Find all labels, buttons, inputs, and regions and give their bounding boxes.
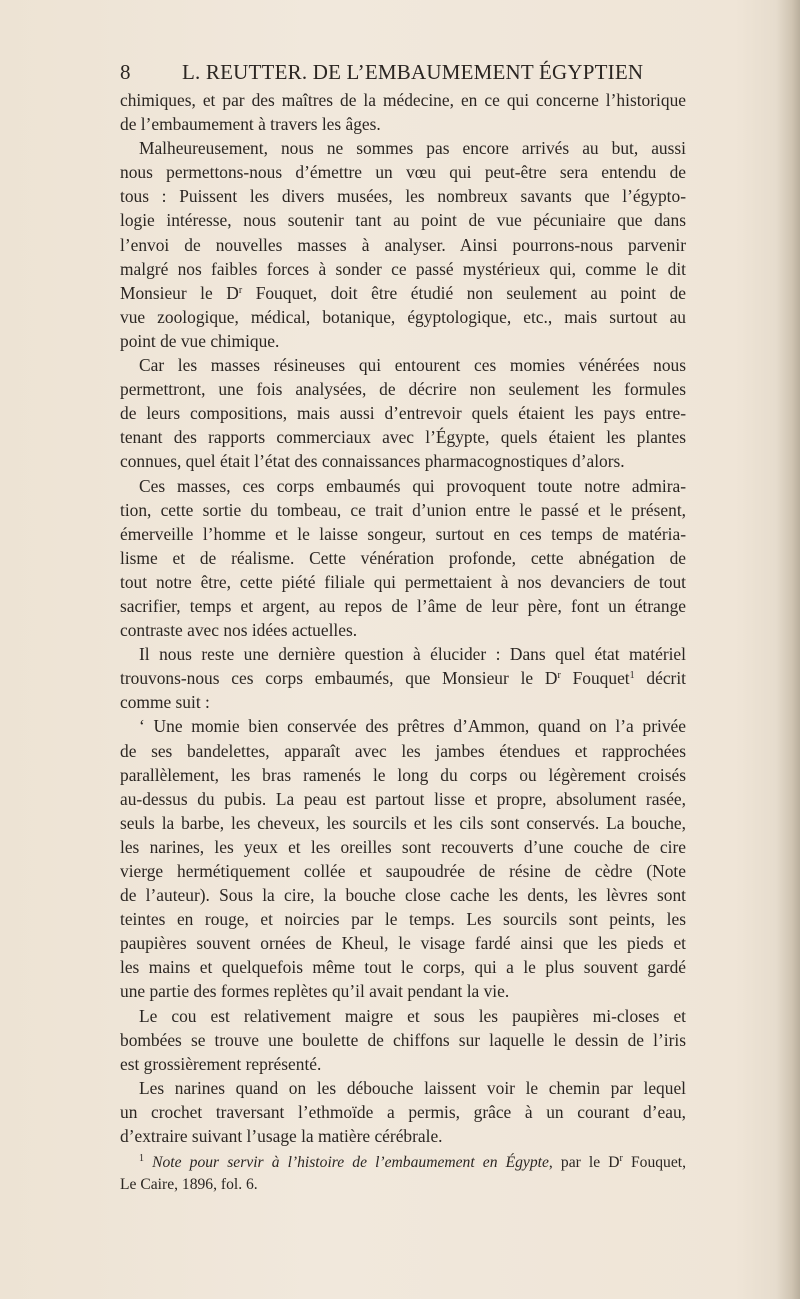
- footnotes: [120, 1152, 686, 1196]
- text-run: Fouquet, doit être étudié non seulement au point de: [242, 282, 686, 303]
- text-run: de l’auteur). Sous la cire, la bouche close cache les dents, les lèvres sont: [120, 885, 686, 906]
- text-run: tout notre être, cette piété filiale qui permettaient à nos devanciers de tout: [120, 571, 686, 592]
- text-run: Note pour servir à l’histoire de l’embaumement en Égypte: [152, 1154, 549, 1171]
- text-run: Les narines quand on les débouche laissent voir le chemin par lequel: [139, 1077, 686, 1098]
- text-line: [120, 618, 686, 642]
- text-line: [120, 883, 686, 907]
- superscript: r: [557, 670, 561, 682]
- text-run: point de vue chimique.: [120, 330, 280, 351]
- superscript: 1: [629, 670, 635, 682]
- text-run: [144, 1154, 152, 1171]
- text-line: [120, 353, 686, 377]
- text-line: [120, 787, 686, 811]
- text-run: de l’embaumement à travers les âges.: [120, 114, 381, 135]
- text-run: Le Caire, 1896, fol. 6.: [120, 1176, 258, 1193]
- text-run: Car les masses résineuses qui entourent ces momies vénérées nous: [139, 355, 686, 376]
- text-run: de leurs compositions, mais aussi d’entrevoir quels étaient les pays entre-: [120, 403, 686, 424]
- superscript: 1: [139, 1153, 144, 1164]
- text-line: [120, 1004, 686, 1028]
- text-line: [120, 136, 686, 160]
- text-line: [120, 498, 686, 522]
- text-run: de ses bandelettes, apparaît avec les jambes étendues et rapprochées: [120, 740, 686, 761]
- text-run: Monsieur le D: [120, 282, 239, 303]
- text-line: [120, 739, 686, 763]
- text-line: [120, 570, 686, 594]
- text-line: [120, 1052, 686, 1076]
- text-line: [120, 642, 686, 666]
- body-text: [120, 88, 686, 1148]
- text-run: , par le D: [548, 1154, 620, 1171]
- text-line: [120, 257, 686, 281]
- superscript: r: [619, 1153, 623, 1164]
- text-run: Le cou est relativement maigre et sous les paupières mi-closes et: [139, 1005, 686, 1026]
- text-run: tion, cette sortie du tombeau, ce trait d’union entre le passé et le présent,: [120, 499, 686, 520]
- text-run: nous permettons-nous d’émettre un vœu qui peut-être sera entendu de: [120, 162, 686, 183]
- page-number: 8: [120, 60, 131, 84]
- text-line: [120, 835, 686, 859]
- text-line: [120, 955, 686, 979]
- text-run: teintes en rouge, et noircies par le temps. Les sourcils sont peints, les: [120, 909, 686, 930]
- text-run: contraste avec nos idées actuelles.: [120, 620, 358, 641]
- text-line: [120, 449, 686, 473]
- text-run: malgré nos faibles forces à sonder ce passé mystérieux qui, comme le dit: [120, 258, 686, 279]
- text-line: [120, 666, 686, 690]
- text-run: connues, quel était l’état des connaissances pharmacognostiques d’alors.: [120, 451, 625, 472]
- text-run: permettront, une fois analysées, de décrire non seulement les formules: [120, 379, 686, 400]
- text-run: un crochet traversant l’ethmoïde a permis, grâce à un courant d’eau,: [120, 1101, 686, 1122]
- text-line: [120, 401, 686, 425]
- text-run: les narines, les yeux et les oreilles sont recouverts d’une couche de cire: [120, 836, 686, 857]
- text-run: lisme et de réalisme. Cette vénération profonde, cette abnégation de: [120, 547, 686, 568]
- text-line: [120, 1100, 686, 1124]
- text-line: [120, 907, 686, 931]
- text-line: [120, 690, 686, 714]
- text-line: [120, 160, 686, 184]
- text-line: [120, 329, 686, 353]
- text-run: les mains et quelquefois même tout le corps, qui a le plus souvent gardé: [120, 957, 686, 978]
- text-line: [120, 979, 686, 1003]
- text-line: [120, 425, 686, 449]
- text-line: [120, 1028, 686, 1052]
- text-run: sacrifier, temps et argent, au repos de l’âme de leur père, font un étrange: [120, 595, 686, 616]
- text-line: [120, 859, 686, 883]
- text-line: [120, 88, 686, 112]
- superscript: r: [238, 284, 243, 296]
- footnote-line: [120, 1174, 686, 1196]
- text-line: [120, 594, 686, 618]
- text-run: d’extraire suivant l’usage la matière cérébrale.: [120, 1126, 443, 1147]
- text-run: Malheureusement, nous ne sommes pas encore arrivés au but, aussi: [139, 138, 686, 159]
- text-line: [120, 208, 686, 232]
- text-run: vierge hermétiquement collée et saupoudrée de résine de cèdre (Note: [120, 861, 686, 881]
- running-header: [120, 60, 686, 90]
- text-line: [120, 1124, 686, 1148]
- text-run: chimiques, et par des maîtres de la médecine, en ce qui concerne l’historique: [120, 90, 686, 110]
- text-line: [120, 112, 686, 136]
- text-line: [120, 811, 686, 835]
- text-run: trouvons-nous ces corps embaumés, que Monsieur le D: [120, 668, 558, 689]
- text-run: ‘ Une momie bien conservée des prêtres d’Ammon, quand on l’a privée: [139, 716, 686, 737]
- text-line: [120, 714, 686, 738]
- text-run: Ces masses, ces corps embaumés qui provoquent toute notre admira-: [139, 475, 686, 496]
- text-run: vue zoologique, médical, botanique, égyptologique, etc., mais surtout au: [120, 306, 686, 327]
- text-run: Il nous reste une dernière question à élucider : Dans quel état matériel: [139, 644, 686, 665]
- text-line: [120, 1076, 686, 1100]
- text-run: tenant des rapports commerciaux avec l’Égypte, quels étaient les plantes: [120, 427, 686, 448]
- text-line: [120, 931, 686, 955]
- text-run: décrit: [634, 668, 686, 689]
- text-line: [120, 233, 686, 257]
- text-line: [120, 305, 686, 329]
- text-run: paupières souvent ornées de Kheul, le visage fardé ainsi que les pieds et: [120, 933, 686, 954]
- text-run: l’envoi de nouvelles masses à analyser. Ainsi pourrons-nous parvenir: [120, 234, 686, 255]
- text-run: bombées se trouve une boulette de chiffons sur laquelle le dessin de l’iris: [120, 1029, 686, 1050]
- text-run: au-dessus du pubis. La peau est partout lisse et propre, absolument rasée,: [120, 788, 686, 809]
- footnote-line: [120, 1152, 686, 1174]
- text-run: émerveille l’homme et le laisse songeur, surtout en ces temps de matéria-: [120, 523, 686, 544]
- running-title: L. REUTTER. DE L’EMBAUMEMENT ÉGYPTIEN: [182, 60, 644, 84]
- text-line: [120, 377, 686, 401]
- text-run: seuls la barbe, les cheveux, les sourcils et les cils sont conservés. La bouche,: [120, 812, 686, 833]
- text-run: Fouquet: [560, 668, 630, 689]
- text-run: Fouquet,: [622, 1154, 686, 1171]
- text-run: parallèlement, les bras ramenés le long du corps ou légèrement croisés: [120, 764, 686, 785]
- text-run: une partie des formes replètes qu’il avait pendant la vie.: [120, 981, 510, 1002]
- text-run: logie intéresse, nous soutenir tant au point de vue pécuniaire que dans: [120, 210, 686, 231]
- text-line: [120, 546, 686, 570]
- text-run: tous : Puissent les divers musées, les nombreux savants que l’égypto-: [120, 186, 686, 207]
- text-line: [120, 522, 686, 546]
- text-line: [120, 184, 686, 208]
- text-line: [120, 763, 686, 787]
- text-line: [120, 281, 686, 305]
- text-run: est grossièrement représenté.: [120, 1053, 322, 1074]
- text-run: comme suit :: [120, 692, 210, 713]
- text-line: [120, 474, 686, 498]
